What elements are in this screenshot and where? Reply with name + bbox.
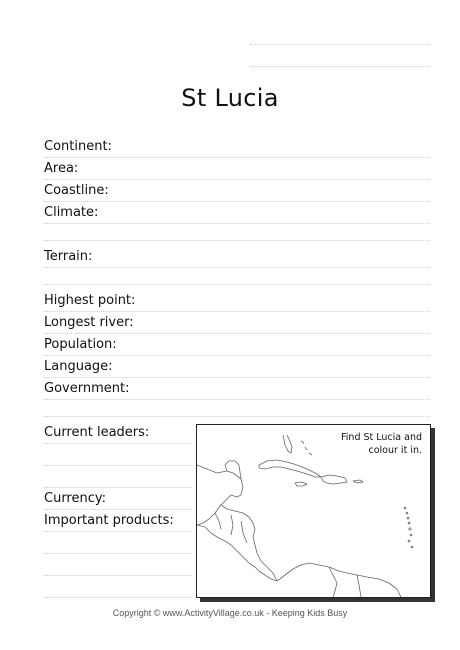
writing-line [44,443,192,444]
writing-line-extra [44,553,192,554]
writing-line-extra [44,487,192,488]
writing-line-extra [44,240,430,241]
writing-line [44,399,430,400]
map-st-lucia [409,528,411,530]
map-south-america [277,563,401,597]
field-label: Highest point: [44,293,136,308]
map-hispaniola [321,475,347,484]
writing-line [44,333,430,334]
writing-line [44,531,192,532]
map-caption: Find St Lucia and colour it in. [341,432,422,456]
field-label: Climate: [44,205,99,220]
writing-line [44,157,430,158]
page-title: St Lucia [181,84,279,112]
caribbean-map-box [196,424,431,598]
date-writing-line [250,66,430,67]
field-label: Population: [44,337,117,352]
field-label: Government: [44,381,130,396]
map-puerto-rico [353,480,363,483]
writing-line [44,267,430,268]
writing-line [44,377,430,378]
field-label: Language: [44,359,113,374]
writing-line-extra [44,575,192,576]
field-label: Coastline: [44,183,109,198]
writing-line [44,311,430,312]
field-label: Area: [44,161,79,176]
map-bahamas [301,441,304,444]
map-florida [283,435,292,453]
map-mexico [197,465,243,525]
field-label: Continent: [44,139,112,154]
field-label: Important products: [44,513,174,528]
map-cuba [259,460,321,477]
writing-line-extra [44,465,192,466]
writing-line [44,509,192,510]
field-label: Longest river: [44,315,134,330]
field-label: Currency: [44,491,107,506]
name-writing-line [250,44,430,45]
copyright-footer: Copyright © www.ActivityVillage.co.uk - Keeping Kids Busy [112,608,348,618]
writing-line-extra [44,416,430,417]
writing-line [44,355,430,356]
writing-line [44,201,430,202]
field-label: Terrain: [44,249,93,264]
writing-line-extra [44,284,430,285]
writing-line [44,179,430,180]
writing-line [44,223,430,224]
writing-line-extra [44,597,192,598]
field-label: Current leaders: [44,425,150,440]
map-jamaica [295,482,307,486]
map-central-america [197,525,277,581]
